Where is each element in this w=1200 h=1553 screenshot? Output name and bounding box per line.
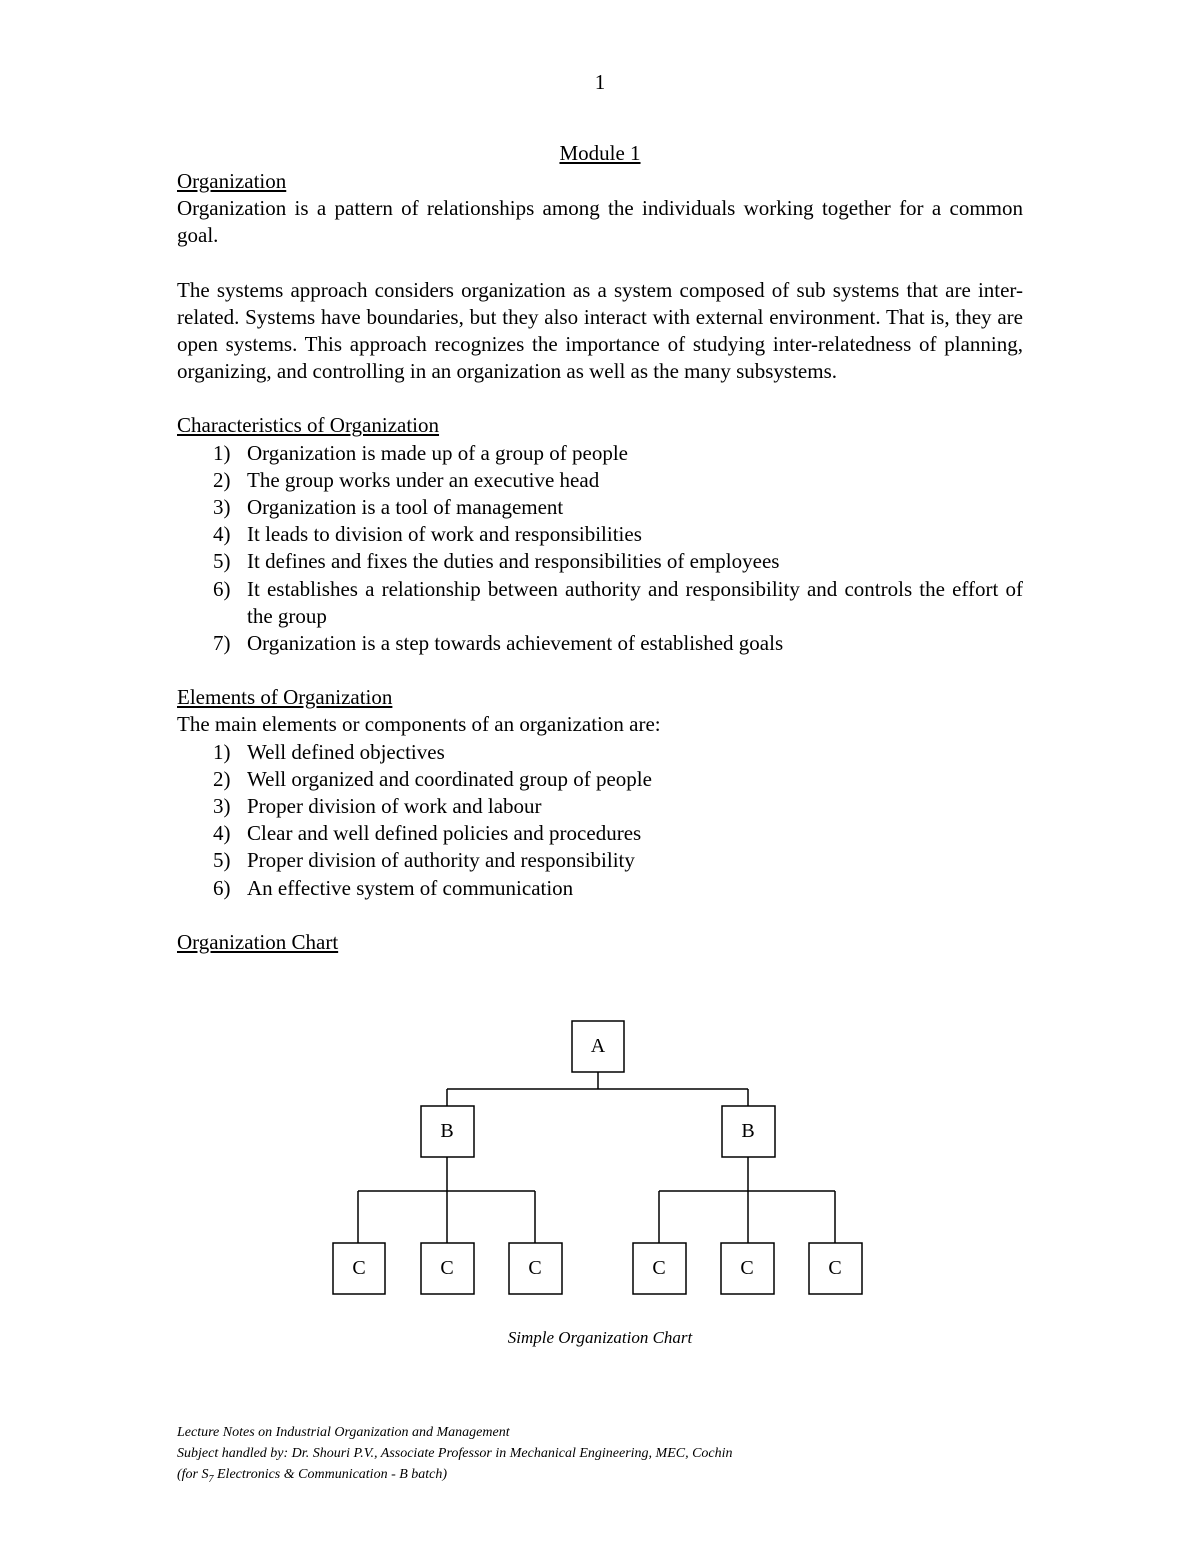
footer-line-1: Lecture Notes on Industrial Organization and Management <box>177 1425 510 1440</box>
node-c-3 <box>509 1243 562 1294</box>
node-c-2 <box>421 1243 474 1294</box>
heading-org-chart: Organization Chart <box>177 929 339 954</box>
svg-text:B: B <box>440 1120 454 1142</box>
svg-text:C: C <box>440 1257 454 1279</box>
svg-text:C: C <box>740 1257 754 1279</box>
svg-text:A: A <box>590 1035 606 1057</box>
list-item: 4) Clear and well defined policies and procedures <box>213 821 642 846</box>
node-a <box>572 1021 624 1072</box>
org-chart-diagram <box>300 1010 900 1305</box>
module-title: Module 1 <box>559 141 641 165</box>
characteristics-list <box>177 440 1023 658</box>
node-c-5 <box>721 1243 774 1294</box>
organization-definition: Organization is a pattern of relationships among the individuals working together for a common goal. <box>177 196 1023 248</box>
list-item: 7) Organization is a step towards achievement of established goals <box>213 631 784 656</box>
list-item: 2) Well organized and coordinated group of people <box>213 766 652 791</box>
node-c-6 <box>809 1243 862 1294</box>
svg-text:C: C <box>828 1257 842 1279</box>
node-b-left <box>421 1106 474 1157</box>
list-item: 1) Organization is made up of a group of people <box>213 440 629 465</box>
document-body <box>177 168 1023 956</box>
list-item: 3) Proper division of work and labour <box>213 794 542 819</box>
list-item: 6) It establishes a relationship between authority and responsibility and controls the effort of the group <box>213 576 1023 628</box>
list-item: 2) The group works under an executive head <box>213 467 600 492</box>
node-c-4 <box>633 1243 686 1294</box>
list-item: 5) It defines and fixes the duties and responsibilities of employees <box>213 549 780 574</box>
svg-text:C: C <box>352 1257 366 1279</box>
systems-approach-paragraph: The systems approach considers organization as a system composed of sub systems that are inter-related. Systems have boundaries, but they also interact with external environment. That is, they are open systems. This approach recognizes the importance of studying inter-relatedness of planning, organizing, and controlling in an organization as well as the many subsystems. <box>177 277 1023 384</box>
elements-intro: The main elements or components of an organization are: <box>177 712 661 737</box>
node-b-right <box>722 1106 775 1157</box>
list-item: 3) Organization is a tool of management <box>213 495 564 520</box>
heading-elements: Elements of Organization <box>177 685 393 710</box>
svg-text:B: B <box>741 1120 755 1142</box>
svg-text:C: C <box>528 1257 542 1279</box>
list-item: 1) Well defined objectives <box>213 739 445 764</box>
list-item: 6) An effective system of communication <box>213 875 574 900</box>
node-c-1 <box>333 1243 385 1294</box>
footer-line-2: Subject handled by: Dr. Shouri P.V., Associate Professor in Mechanical Engineering, MEC, Cochin <box>177 1446 733 1461</box>
page-number: 1 <box>594 70 606 94</box>
svg-text:C: C <box>652 1257 666 1279</box>
footer-line-3: (for $S_7$ Electronics & Communication - B batch) <box>177 1467 448 1485</box>
heading-organization: Organization <box>177 169 287 193</box>
list-item: 5) Proper division of authority and responsibility <box>213 848 635 873</box>
org-chart-svg <box>300 1010 900 1300</box>
list-item: 4) It leads to division of work and responsibilities <box>213 522 642 547</box>
heading-characteristics: Characteristics of Organization <box>177 413 440 438</box>
page-footer <box>177 1422 733 1490</box>
elements-list <box>177 739 1023 902</box>
chart-caption: Simple Organization Chart <box>507 1328 693 1347</box>
